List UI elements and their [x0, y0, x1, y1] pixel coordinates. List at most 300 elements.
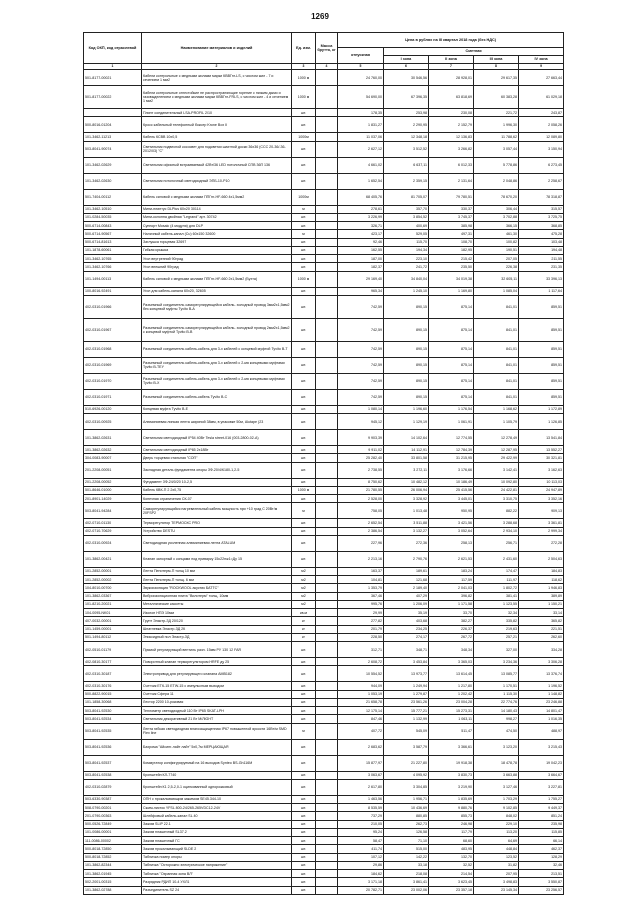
row-zone-4-price: 475,28	[519, 230, 564, 238]
row-zone-1-price: 34 840,04	[384, 271, 429, 287]
table-row	[84, 795, 564, 803]
column-number: 6	[384, 64, 429, 70]
row-zone-4-price: 3 361,81	[519, 519, 564, 527]
row-zone-1-price: 67 396,35	[384, 86, 429, 109]
row-code: 500-8018-72850	[84, 845, 142, 853]
row-zone-3-price: 111,97	[474, 576, 519, 584]
row-zone-1-price: 10 436,69	[384, 804, 429, 812]
row-mass	[316, 157, 338, 173]
row-code: 101-0284-50035	[84, 213, 142, 221]
row-zone-4-price: 32,46	[519, 861, 564, 869]
row-zone-3-price: 23 145,34	[474, 886, 519, 894]
column-number: 7	[429, 64, 474, 70]
row-release-price: 2 652,54	[338, 519, 384, 527]
table-row	[84, 642, 564, 658]
row-zone-4-price: 3 725,75	[519, 213, 564, 221]
row-release-price: 758,05	[338, 503, 384, 519]
row-zone-4-price: 6 273,45	[519, 157, 564, 173]
row-zone-1-price: 35,19	[384, 609, 429, 617]
row-release-price: 15 877,97	[338, 755, 384, 771]
row-code: 101-3862-02632	[84, 446, 142, 454]
row-mass	[316, 666, 338, 682]
row-zone-4-price: 211,55	[519, 255, 564, 263]
row-code: 503-8041-92538	[84, 771, 142, 779]
row-mass	[316, 287, 338, 295]
row-zone-3-price: 335,82	[474, 617, 519, 625]
header-price-group: Цена в рублях на III квартал 2018 года (без НДС)	[338, 33, 564, 48]
row-zone-2-price: 3 266,82	[429, 141, 474, 157]
row-mass	[316, 633, 338, 641]
row-zone-3-price: 306,44	[474, 205, 519, 213]
table-row	[84, 804, 564, 812]
row-name: Кабели контрольные с медными жилами марки КВВГнг-LS, с числом жил - 7 и сечением 1 мм2	[142, 70, 292, 86]
row-zone-2-price: 258,13	[429, 535, 474, 551]
row-zone-3-price: 3 234,36	[474, 658, 519, 666]
row-unit: шт.	[292, 878, 316, 886]
row-name: Разъемный соединитель саморегулирующейся кабель- холодный провод 2мм2х1,5мм2 с концевой муфтой Tyvito B-B	[142, 318, 292, 341]
row-zone-1-price: 33 801,58	[384, 454, 429, 462]
header-name: Наименование материалов и изделий	[142, 33, 292, 64]
row-release-price: 742,59	[338, 318, 384, 341]
row-zone-1-price: 3 512,52	[384, 141, 429, 157]
row-release-price: 411,74	[338, 845, 384, 853]
row-name: Разъединитель SZ 24	[142, 886, 292, 894]
row-zone-4-price: 33 396,13	[519, 271, 564, 287]
row-code: 101-1858-30068	[84, 698, 142, 706]
row-name: Лента Пенотерм-П толщ 10 мм	[142, 567, 292, 575]
row-mass	[316, 658, 338, 666]
row-unit: шт.	[292, 109, 316, 117]
row-mass	[316, 263, 338, 271]
row-release-price: 1 353,79	[338, 584, 384, 592]
row-release-price: 1 463,56	[338, 795, 384, 803]
row-name: Счетчик Сфера 11	[142, 690, 292, 698]
row-zone-1-price: 515,00	[384, 845, 429, 853]
row-name: Металлические кассеты	[142, 600, 292, 608]
row-zone-2-price: 13 614,45	[429, 666, 474, 682]
row-unit: м	[292, 723, 316, 739]
row-zone-1-price: 15 777,21	[384, 707, 429, 715]
row-zone-4-price: 66,14	[519, 837, 564, 845]
row-zone-4-price: 23 246,88	[519, 698, 564, 706]
table-row	[84, 576, 564, 584]
row-zone-3-price: 448,84	[474, 845, 519, 853]
column-number: 1	[84, 64, 142, 70]
row-unit: шт.	[292, 430, 316, 446]
row-code: 101-3462-11213	[84, 133, 142, 141]
row-zone-2-price: 68,60	[429, 837, 474, 845]
row-mass	[316, 845, 338, 853]
row-zone-2-price: 875,14	[429, 295, 474, 318]
row-code: 500-8822-90015	[84, 690, 142, 698]
row-zone-3-price: 190,51	[474, 246, 519, 254]
row-code: 503-8041-92535	[84, 723, 142, 739]
row-release-price: 1 831,27	[338, 117, 384, 133]
row-zone-3-price: 1 703,29	[474, 795, 519, 803]
row-mass	[316, 551, 338, 567]
row-release-price: 3 063,67	[338, 771, 384, 779]
row-zone-4-price: 118,62	[519, 576, 564, 584]
row-mass	[316, 486, 338, 494]
row-zone-3-price: 24 422,81	[474, 486, 519, 494]
row-unit: м	[292, 503, 316, 519]
row-release-price: 210,05	[338, 820, 384, 828]
row-mass	[316, 812, 338, 820]
row-zone-3-price: 60 383,28	[474, 86, 519, 109]
row-zone-1-price: 1 206,09	[384, 600, 429, 608]
row-code: 402-0310-30176	[84, 682, 142, 690]
row-zone-4-price: 334,28	[519, 642, 564, 658]
row-unit: 1000 м	[292, 70, 316, 86]
row-unit: шт.	[292, 246, 316, 254]
table-row	[84, 255, 564, 263]
row-name: Светильник офисный встраиваемый 42Вт/36 LED потолочный СПВ 36П 136	[142, 157, 292, 173]
row-zone-4-price: 2 504,63	[519, 551, 564, 567]
table-row	[84, 861, 564, 869]
row-zone-1-price: 400,69	[384, 222, 429, 230]
table-row	[84, 373, 564, 389]
row-code: 101-3462-10766	[84, 263, 142, 271]
row-zone-4-price: 859,51	[519, 295, 564, 318]
row-name: Поворотный клапан терморегулятором HRFE ду 25	[142, 658, 292, 666]
row-unit: шт.	[292, 341, 316, 357]
row-name: Зажим плашечный ГС	[142, 837, 292, 845]
row-release-price: 95,24	[338, 828, 384, 836]
row-zone-3-price: 207,95	[474, 870, 519, 878]
row-zone-3-price: 64,69	[474, 837, 519, 845]
row-zone-1-price: 4 095,92	[384, 771, 429, 779]
row-release-price: 2 617,80	[338, 779, 384, 795]
row-name: Дверь торцевая стальная "СОП"	[142, 454, 292, 462]
row-name: Табличка номер опоры	[142, 853, 292, 861]
row-name: Лестор 2200 10-роковая	[142, 698, 292, 706]
row-zone-1-price: 890,15	[384, 389, 429, 405]
row-code: 101-3862-03367	[84, 592, 142, 600]
row-zone-2-price: 382,27	[429, 617, 474, 625]
row-zone-3-price: 32 605,11	[474, 271, 519, 287]
row-unit: шт.	[292, 357, 316, 373]
row-zone-4-price: 1 172,89	[519, 405, 564, 413]
table-row	[84, 812, 564, 820]
row-zone-2-price: 117,59	[429, 576, 474, 584]
row-zone-1-price: 2 189,40	[384, 584, 429, 592]
row-mass	[316, 189, 338, 205]
row-zone-2-price: 9 880,76	[429, 804, 474, 812]
column-number: 2	[142, 64, 292, 70]
row-zone-1-price: 3 304,85	[384, 779, 429, 795]
row-name: Кабель КВК-П 2 2х0,75	[142, 486, 292, 494]
row-unit: шт.	[292, 715, 316, 723]
row-release-price: 2 386,54	[338, 527, 384, 535]
row-code: 500-8018-72852	[84, 853, 142, 861]
row-name: Кросс кабельный телефонный боксер Krone Box II	[142, 117, 292, 133]
table-row	[84, 870, 564, 878]
row-name: Разъемный соединитель саморегулирующейся кабель- холодный провод 3мм2х1,5мм2 без концевой муфты Tyvito B-A	[142, 295, 292, 318]
row-code: 111-0086-00002	[84, 837, 142, 845]
row-release-price: 742,59	[338, 357, 384, 373]
table-row	[84, 551, 564, 567]
row-code: 407-0032-00001	[84, 617, 142, 625]
row-unit: шт.	[292, 213, 316, 221]
row-zone-3-price: 29 617,35	[474, 70, 519, 86]
row-release-price: 178,35	[338, 109, 384, 117]
row-zone-3-price: 841,01	[474, 295, 519, 318]
row-code: 501-7404-00112	[84, 189, 142, 205]
row-name: Лента гибкая светодиодная влагозащищенная IP67 повышенной яркости 16Вт/м SMD Flex line	[142, 723, 292, 739]
row-release-price: 182,37	[338, 263, 384, 271]
row-name: ОПН с прокалывающим зажимом SE45.344-10	[142, 795, 292, 803]
row-mass	[316, 246, 338, 254]
row-zone-1-price: 26 006,94	[384, 486, 429, 494]
row-zone-2-price: 63 818,69	[429, 86, 474, 109]
row-zone-3-price: 3 288,68	[474, 519, 519, 527]
row-name: Терморегулятор ТЕРМОСКС PRO	[142, 519, 292, 527]
table-row	[84, 779, 564, 795]
row-name: Конечная ограничения СК-07	[142, 495, 292, 503]
row-name: Эпоксидный пол Эластр-ЗД	[142, 633, 292, 641]
row-zone-3-price: 14 180,43	[474, 707, 519, 715]
row-zone-2-price: 3 219,90	[429, 779, 474, 795]
row-code: 304-0083-90007	[84, 454, 142, 462]
table-row	[84, 446, 564, 454]
row-zone-4-price: 272,28	[519, 535, 564, 551]
row-name: Закладная деталь фундамента опоры ЗФ-20/4/К180-1,2-5	[142, 462, 292, 478]
row-unit: шт.	[292, 812, 316, 820]
table-row	[84, 755, 564, 771]
row-zone-2-price: 1 835,69	[429, 795, 474, 803]
row-zone-3-price: 31,82	[474, 861, 519, 869]
row-zone-3-price: 13 085,77	[474, 666, 519, 682]
row-zone-2-price: 25 415,56	[429, 486, 474, 494]
row-code: 500-6714-90567	[84, 230, 142, 238]
table-row	[84, 70, 564, 86]
row-release-price: 68 405,76	[338, 189, 384, 205]
row-zone-1-price: 3 854,52	[384, 213, 429, 221]
row-zone-2-price: 246,98	[429, 820, 474, 828]
row-zone-4-price: 10 113,03	[519, 478, 564, 486]
row-release-price: 423,17	[338, 230, 384, 238]
row-release-price: 54 690,00	[338, 86, 384, 109]
row-zone-2-price: 19 918,38	[429, 755, 474, 771]
row-mass	[316, 771, 338, 779]
row-release-price: 2 627,12	[338, 141, 384, 157]
row-zone-3-price: 22 774,76	[474, 698, 519, 706]
row-mass	[316, 828, 338, 836]
row-unit: шт.	[292, 255, 316, 263]
row-zone-3-price: 841,01	[474, 373, 519, 389]
row-zone-1-price: 13 973,77	[384, 666, 429, 682]
row-zone-1-price: 71,10	[384, 837, 429, 845]
table-row	[84, 886, 564, 894]
column-number: 5	[338, 64, 384, 70]
row-zone-3-price: 18 478,78	[474, 755, 519, 771]
row-release-price: 3 171,18	[338, 878, 384, 886]
row-zone-3-price: 327,00	[474, 642, 519, 658]
table-row	[84, 723, 564, 739]
row-code: 104-8010-00700	[84, 584, 142, 592]
row-zone-2-price: 1 217,80	[429, 682, 474, 690]
row-mass	[316, 609, 338, 617]
table-row	[84, 173, 564, 189]
row-zone-3-price: 221,72	[474, 109, 519, 117]
row-release-price: 944,09	[338, 682, 384, 690]
row-zone-2-price: 385,98	[429, 222, 474, 230]
table-row	[84, 405, 564, 413]
row-zone-3-price: 841,01	[474, 357, 519, 373]
row-unit: шт.	[292, 414, 316, 430]
row-mass	[316, 295, 338, 318]
row-mass	[316, 70, 338, 86]
row-mass	[316, 567, 338, 575]
row-zone-3-price: 841,01	[474, 341, 519, 357]
row-zone-3-price: 3 057,44	[474, 141, 519, 157]
row-code: 101-3862-02788	[84, 886, 142, 894]
row-name: Заглушка торцевая 32697	[142, 238, 292, 246]
row-release-price: 12 175,14	[338, 707, 384, 715]
row-zone-3-price: 174,47	[474, 567, 519, 575]
row-zone-3-price: 219,63	[474, 625, 519, 633]
row-code: 501-8177-00021	[84, 70, 142, 86]
row-code: 402-0310-01971	[84, 389, 142, 405]
row-zone-3-price: 474,50	[474, 723, 519, 739]
row-zone-3-price: 1 168,62	[474, 405, 519, 413]
row-unit: шт.	[292, 870, 316, 878]
row-unit: кг	[292, 617, 316, 625]
row-release-price: 965,34	[338, 287, 384, 295]
table-row	[84, 213, 564, 221]
row-name: Изолон НПЭ 10мм	[142, 609, 292, 617]
row-zone-2-price: 875,14	[429, 357, 474, 373]
row-mass	[316, 173, 338, 189]
row-zone-1-price: 3 132,27	[384, 527, 429, 535]
row-code: 101-8210-20021	[84, 600, 142, 608]
row-release-price: 8 535,59	[338, 804, 384, 812]
row-zone-1-price: 81 705,07	[384, 189, 429, 205]
column-number: 8	[474, 64, 519, 70]
row-zone-2-price: 2 041,03	[429, 584, 474, 592]
row-zone-4-price: 3 352,16	[519, 495, 564, 503]
table-row	[84, 527, 564, 535]
row-zone-4-price: 3 215,43	[519, 739, 564, 755]
row-zone-1-price: 274,17	[384, 633, 429, 641]
header-mass: Масса брутто, кг	[316, 33, 338, 64]
row-mass	[316, 617, 338, 625]
row-zone-3-price: 1 170,51	[474, 682, 519, 690]
row-release-price: 201,79	[338, 625, 384, 633]
row-zone-4-price: 859,51	[519, 373, 564, 389]
row-mass	[316, 430, 338, 446]
row-name: Табличка "Осторожно электрическое напряжение"	[142, 861, 292, 869]
row-name: Устройство DESTU	[142, 527, 292, 535]
row-mass	[316, 779, 338, 795]
table-body	[84, 70, 564, 895]
row-zone-4-price: 859,51	[519, 341, 564, 357]
row-unit: шт.	[292, 828, 316, 836]
row-unit: 1000м	[292, 133, 316, 141]
row-zone-1-price: 33,18	[384, 861, 429, 869]
row-code: 100-8016-92491	[84, 287, 142, 295]
row-zone-1-price: 6 637,11	[384, 157, 429, 173]
table-row	[84, 495, 564, 503]
row-unit: шт.	[292, 462, 316, 478]
price-table	[83, 32, 564, 895]
header-zone-1: I зона	[384, 56, 429, 64]
row-zone-3-price: 229,10	[474, 820, 519, 828]
table-row	[84, 341, 564, 357]
table-row	[84, 287, 564, 295]
row-zone-1-price: 1 013,48	[384, 503, 429, 519]
row-mass	[316, 804, 338, 812]
row-zone-4-price: 14 801,47	[519, 707, 564, 715]
table-row	[84, 133, 564, 141]
row-zone-2-price: 23 357,18	[429, 886, 474, 894]
row-code: 101-3862-00421	[84, 551, 142, 567]
table-row	[84, 878, 564, 886]
table-row	[84, 592, 564, 600]
row-code: 402-0710-70629	[84, 527, 142, 535]
row-name: Светильник декоративный 21 Вт М/ЛIGHT	[142, 715, 292, 723]
row-unit: шт.	[292, 519, 316, 527]
row-mass	[316, 690, 338, 698]
row-zone-4-price: 3 664,67	[519, 771, 564, 779]
row-release-price: 10 554,52	[338, 666, 384, 682]
row-unit: кв.м	[292, 609, 316, 617]
row-mass	[316, 600, 338, 608]
row-code: 402-0310-01969	[84, 357, 142, 373]
row-zone-1-price: 1 245,10	[384, 287, 429, 295]
row-zone-4-price: 12 089,80	[519, 133, 564, 141]
row-zone-3-price: 113,20	[474, 828, 519, 836]
row-unit: м2	[292, 592, 316, 600]
row-release-price: 847,46	[338, 715, 384, 723]
row-release-price: 742,59	[338, 373, 384, 389]
row-zone-2-price: 12 784,39	[429, 446, 474, 454]
row-zone-2-price: 483,95	[429, 845, 474, 853]
row-mass	[316, 755, 338, 771]
row-name: Бахрома "Айсинг-лайт лайт" 5х0,7м МЕРЦАЮЩАЯ	[142, 739, 292, 755]
row-mass	[316, 238, 338, 246]
row-mass	[316, 503, 338, 519]
row-zone-3-price: 1 115,30	[474, 690, 519, 698]
header-unit: Ед. изм.	[292, 33, 316, 64]
row-unit: кг	[292, 633, 316, 641]
row-zone-4-price: 231,35	[519, 263, 564, 271]
row-code: 402-0310-01967	[84, 318, 142, 341]
row-zone-1-price: 1 129,19	[384, 414, 429, 430]
row-release-price: 184,62	[338, 870, 384, 878]
row-zone-3-price: 32,34	[474, 609, 519, 617]
row-mass	[316, 357, 338, 373]
row-name: Суппорт Mosaic (4 модуля) для DLP	[142, 222, 292, 230]
row-unit: м	[292, 205, 316, 213]
row-name: Светодиодная усиленная алюминиевая лента ATALUM	[142, 535, 292, 551]
row-name: Зажим прокалывающий SLDE 2	[142, 845, 292, 853]
row-release-price: 2 683,62	[338, 739, 384, 755]
row-zone-2-price: 2 152,79	[429, 117, 474, 133]
row-zone-2-price: 108,70	[429, 238, 474, 246]
row-mass	[316, 454, 338, 462]
row-zone-3-price: 11 788,62	[474, 133, 519, 141]
row-zone-1-price: 23 002,06	[384, 886, 429, 894]
row-zone-2-price: 3 052,64	[429, 527, 474, 535]
row-zone-2-price: 511,47	[429, 723, 474, 739]
row-zone-2-price: 348,34	[429, 642, 474, 658]
row-release-price: 2 528,00	[338, 495, 384, 503]
row-code: 500-6714-00843	[84, 222, 142, 230]
row-unit: шт.	[292, 771, 316, 779]
table-row	[84, 462, 564, 478]
row-zone-4-price: 235,98	[519, 820, 564, 828]
